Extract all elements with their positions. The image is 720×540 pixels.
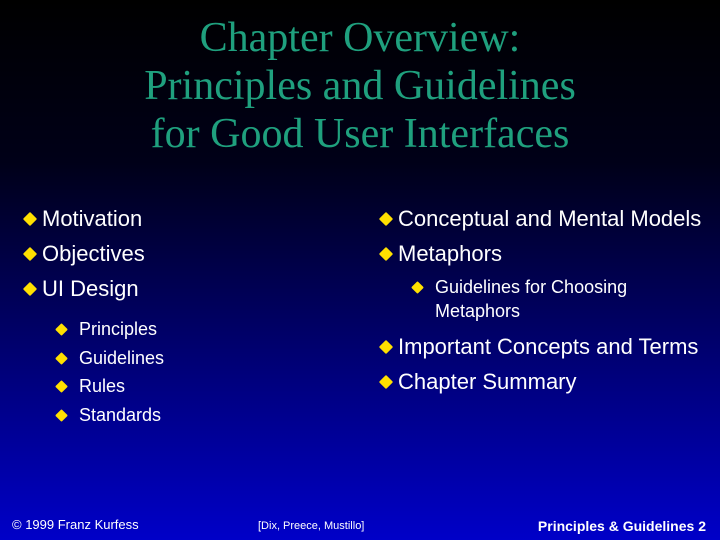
diamond-bullet-icon: [55, 409, 68, 422]
title-line-2: Principles and Guidelines: [144, 63, 576, 109]
sub-bullet-text: Guidelines for Choosing Metaphors: [435, 277, 628, 321]
left-bullet-list: [22, 205, 342, 431]
bullet-item: [378, 240, 708, 268]
diamond-bullet-icon: [23, 282, 37, 296]
title-line-1: Chapter Overview:: [199, 15, 521, 61]
diamond-bullet-icon: [55, 380, 68, 393]
bullet-text: Important Concepts and Terms: [398, 334, 699, 359]
sub-bullet-item: [22, 346, 342, 370]
diamond-bullet-icon: [379, 340, 393, 354]
sub-bullet-text: Rules: [79, 376, 126, 396]
page-number: 2: [698, 518, 706, 534]
title-line-3: for Good User Interfaces: [150, 111, 570, 157]
diamond-bullet-icon: [23, 247, 37, 261]
diamond-bullet-icon: [55, 323, 68, 336]
bullet-item: [378, 205, 708, 233]
bullet-text: UI Design: [42, 276, 139, 301]
diamond-bullet-icon: [379, 375, 393, 389]
diamond-bullet-icon: [379, 247, 393, 261]
right-bullet-list: [378, 205, 708, 403]
slide-title: [0, 14, 720, 158]
bullet-item: [378, 333, 708, 361]
diamond-bullet-icon: [55, 352, 68, 365]
sub-bullet-text: Principles: [79, 319, 158, 339]
slide-number-footer: [538, 518, 706, 534]
bullet-item: [22, 205, 342, 233]
sub-bullet-text: Standards: [79, 404, 162, 425]
diamond-bullet-icon: [379, 212, 393, 226]
bullet-text: Chapter Summary: [398, 369, 577, 394]
sub-bullet-item: [378, 275, 708, 323]
bullet-item: [378, 368, 708, 396]
bullet-text: Conceptual and Mental Models: [398, 206, 702, 231]
sub-bullet-text: Guidelines: [79, 347, 165, 368]
bullet-text: Metaphors: [398, 241, 502, 266]
bullet-item: [22, 275, 342, 303]
bullet-text: Motivation: [42, 206, 143, 231]
sub-bullet-item: [22, 374, 342, 398]
bullet-item: [22, 240, 342, 268]
sub-bullet-item: [22, 317, 342, 341]
diamond-bullet-icon: [411, 281, 424, 294]
slide-label: Principles & Guidelines: [537, 518, 695, 534]
copyright-footer: © 1999 Franz Kurfess: [12, 517, 139, 532]
sub-bullet-list: [22, 317, 342, 427]
diamond-bullet-icon: [23, 212, 37, 226]
sub-bullet-item: [22, 403, 342, 427]
citation-footer: [Dix, Preece, Mustillo]: [258, 520, 365, 532]
bullet-text: Objectives: [42, 241, 145, 266]
